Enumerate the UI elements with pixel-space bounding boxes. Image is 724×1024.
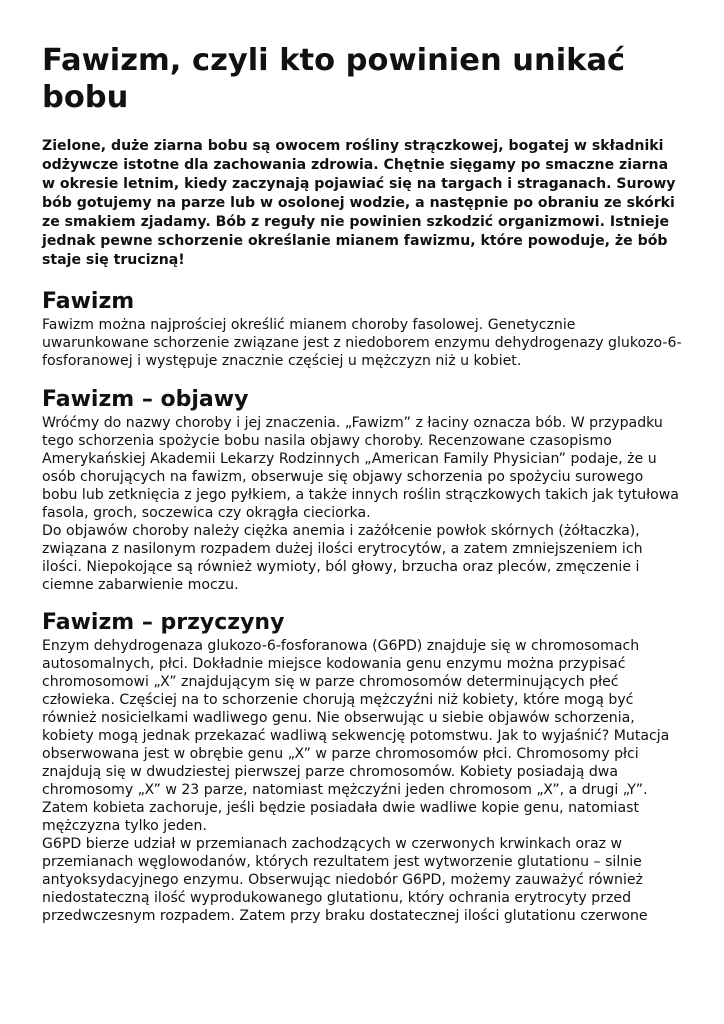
article-lead: Zielone, duże ziarna bobu są owocem rośliny strączkowej, bogatej w składniki odżywcze istotne dla zachowania zdrowia. Chętnie sięgamy po smaczne ziarna w okresie letnim, kiedy zaczynają pojawiać się na targach i straganach. Surowy bób gotujemy na parze lub w osolonej wodzie, a następnie po obraniu ze skórki ze smakiem zjadamy. Bób z reguły nie powinien szkodzić organizmowi. Istnieje jednak pewne schorzenie określanie mianem fawizmu, które powoduje, że bób staje się trucizną! [42, 138, 676, 268]
article-title: Fawizm, czyli kto powinien unikać bobu [42, 43, 626, 115]
section-heading-przyczyny: Fawizm – przyczyny [42, 610, 285, 635]
article [42, 0, 682, 925]
paragraph-fawizm: Fawizm można najprościej określić mianem choroby fasolowej. Genetycznie uwarunkowane schorzenie związane jest z niedoborem enzymu dehydrogenazy glukozo-6-fosforanowej i występuje znacznie częściej u mężczyzn niż u kobiet. [42, 317, 682, 369]
section-heading-fawizm: Fawizm [42, 289, 135, 314]
paragraph-przyczyny-2: G6PD bierze udział w przemianach zachodzących w czerwonych krwinkach oraz w przemianach węglowodanów, których rezultatem jest wytworzenie glutationu – silnie antyoksydacyjnego enzymu. Obserwując niedobór G6PD, możemy zauważyć również niedostateczną ilość wyprodukowanego glutationu, który ochrania erytrocyty przed przedwczesnym rozpadem. Zatem przy braku dostatecznej ilości glutationu czerwone [42, 836, 648, 924]
paragraph-objawy-2: Do objawów choroby należy ciężka anemia i zażółcenie powłok skórnych (żółtaczka), związana z nasilonym rozpadem dużej ilości erytrocytów, a zatem zmniejszeniem ich ilości. Niepokojące są również wymioty, ból głowy, brzucha oraz pleców, zmęczenie i ciemne zabarwienie moczu. [42, 523, 643, 593]
paragraph-przyczyny-1: Enzym dehydrogenaza glukozo-6-fosforanowa (G6PD) znajduje się w chromosomach autosomalnych, płci. Dokładnie miejsce kodowania genu enzymu można przypisać chromosomowi „X” znajdującym się w parze chromosomów determinujących płeć człowieka. Częściej na to schorzenie chorują mężczyźni niż kobiety, które mogą być również nosicielkami wadliwego genu. Nie obserwując u siebie objawów schorzenia, kobiety mogą jednak przekazać wadliwą sekwencję potomstwu. Jak to wyjaśnić? Mutacja obserwowana jest w obrębie genu „X” w parze chromosomów płci. Chromosomy płci znajdują się w dwudziestej pierwszej parze chromosomów. Kobiety posiadają dwa chromosomy „X” w 23 parze, natomiast mężczyźni jeden chromosom „X”, a drugi „Y”. Zatem kobieta zachoruje, jeśli będzie posiadała dwie wadliwe kopie genu, natomiast mężczyzna tylko jeden. [42, 638, 670, 834]
paragraph-objawy-1: Wróćmy do nazwy choroby i jej znaczenia. „Fawizm” z łaciny oznacza bób. W przypadku tego schorzenia spożycie bobu nasila objawy choroby. Recenzowane czasopismo Amerykańskiej Akademii Lekarzy Rodzinnych „American Family Physician” podaje, że u osób chorujących na fawizm, obserwuje się objawy schorzenia po spożyciu surowego bobu lub zetknięcia z jego pyłkiem, a także innych roślin strączkowych takich jak tytułowa fasola, groch, soczewica czy okrągła cieciorka. [42, 415, 679, 521]
section-heading-objawy: Fawizm – objawy [42, 387, 249, 412]
